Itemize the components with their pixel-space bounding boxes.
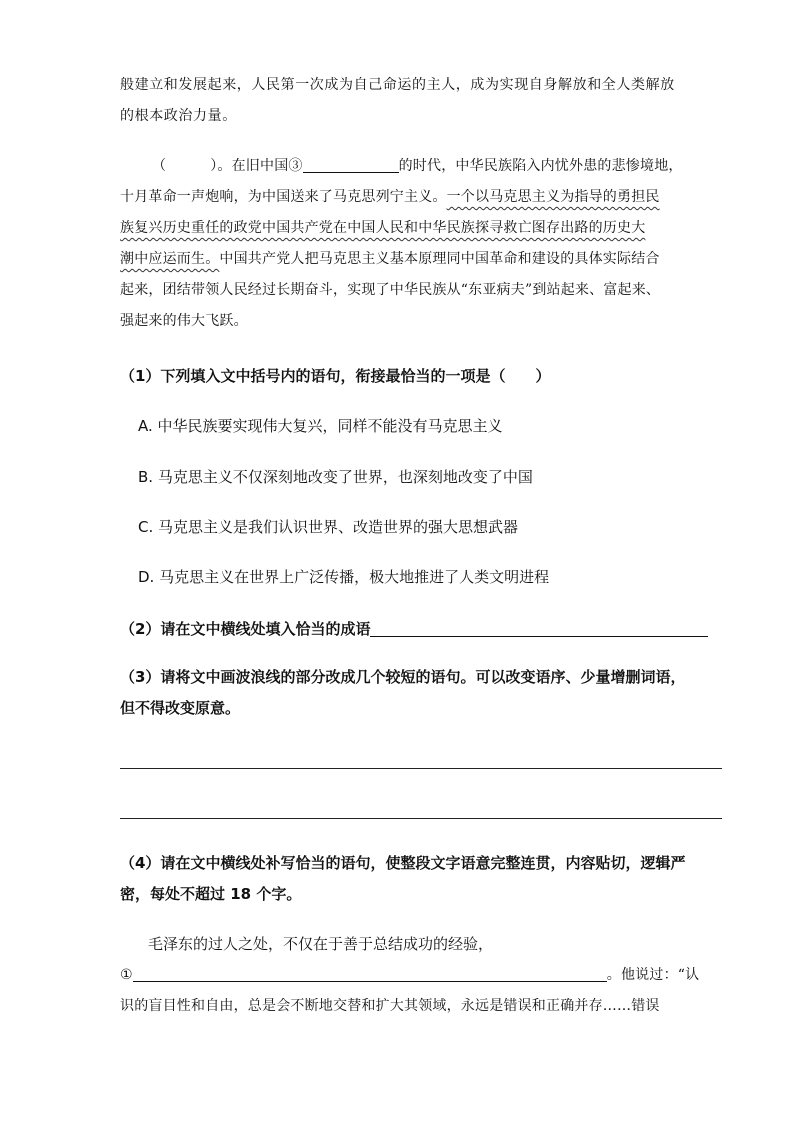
blank-marker-1: ① <box>120 967 133 983</box>
option-a[interactable]: A. 中华民族要实现伟大复兴，同样不能没有马克思主义 <box>138 417 503 435</box>
answer-line-q3-2[interactable] <box>120 818 722 819</box>
wavy-underlined-text: 族复兴历史重任的政党中国共产党在中国人民和中华民族探寻救亡图存出路的历史大 <box>120 220 646 236</box>
question-3-line: 但不得改变原意。 <box>120 699 241 717</box>
passage-paragraph-1 <box>120 70 724 132</box>
option-c[interactable]: C. 马克思主义是我们认识世界、改造世界的强大思想武器 <box>138 518 519 536</box>
passage-line: 的根本政治力量。 <box>120 108 237 124</box>
question-2 <box>120 614 724 645</box>
answer-line-q3-1[interactable] <box>120 768 722 769</box>
passage-text: 十月革命一声炮响，为中国送来了马克思列宁主义。 <box>120 189 447 205</box>
open-paren: （ <box>152 158 167 174</box>
wavy-underlined-text: 潮中应运而生。 <box>120 251 220 267</box>
option-b[interactable]: B. 马克思主义不仅深刻地改变了世界，也深刻地改变了中国 <box>138 468 533 486</box>
passage-text: 的时代，中华民族陷入内忧外患的悲惨境地， <box>398 158 683 174</box>
question-4-line: （4）请在文中横线处补写恰当的语句，使整段文字语意完整连贯，内容贴切，逻辑严 <box>120 854 686 872</box>
q4-passage-text: 。他说过：“认 <box>606 967 700 983</box>
blank-3[interactable] <box>303 156 399 173</box>
answer-line-q2[interactable] <box>370 620 708 637</box>
wavy-underlined-text: 一个以马克思主义为指导的勇担民 <box>446 189 660 205</box>
passage-text: 中国共产党人把马克思主义基本原理同中国革命和建设的具体实际结合 <box>219 251 660 267</box>
q4-passage-text: 识的盲目性和自由，总是会不断地交替和扩大其领域，永远是错误和正确并存……错误 <box>120 998 660 1014</box>
passage-line: 般建立和发展起来，人民第一次成为自己命运的主人，成为实现自身解放和全人类解放 <box>120 77 675 93</box>
option-d[interactable]: D. 马克思主义在世界上广泛传播，极大地推进了人类文明进程 <box>138 568 550 586</box>
passage-paragraph-2 <box>120 151 724 337</box>
question-4-line: 密，每处不超过 18 个字。 <box>120 885 302 903</box>
passage-text: 起来，团结带领人民经过长期奋斗，实现了中华民族从“东亚病夫”到站起来、富起来、 <box>120 282 661 298</box>
q4-passage-text: 毛泽东的过人之处，不仅在于善于总结成功的经验， <box>148 935 494 953</box>
question-2-stem: （2）请在文中横线处填入恰当的成语 <box>120 620 371 638</box>
passage-text: ）。在旧中国③ <box>210 158 303 174</box>
passage-text: 强起来的伟大飞跃。 <box>120 313 248 329</box>
question-4-stem <box>120 848 724 910</box>
answer-blank-1[interactable] <box>133 965 607 982</box>
question-3-line: （3）请将文中画波浪线的部分改成几个较短的语句。可以改变语序、少量增删词语， <box>120 668 686 686</box>
question-3-stem <box>120 662 724 724</box>
question-1-stem: （1）下列填入文中括号内的语句，衔接最恰当的一项是（ ） <box>120 367 551 385</box>
q4-passage-line-1 <box>120 932 724 956</box>
q4-passage <box>120 960 724 1022</box>
